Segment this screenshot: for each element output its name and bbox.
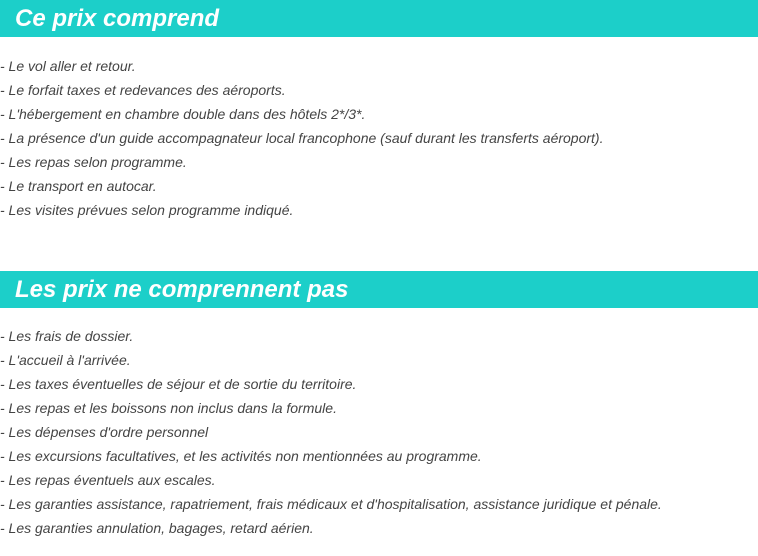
- included-item: - L'hébergement en chambre double dans des hôtels 2*/3*.: [0, 106, 366, 122]
- excluded-item: - Les repas éventuels aux escales.: [0, 472, 216, 488]
- excluded-item: - Les garanties assistance, rapatriement, frais médicaux et d'hospitalisation, assistance juridique et pénale.: [0, 496, 662, 512]
- included-item: - Le transport en autocar.: [0, 178, 157, 194]
- included-list: [0, 54, 603, 222]
- excluded-list: [0, 324, 662, 540]
- included-item: - La présence d'un guide accompagnateur local francophone (sauf durant les transferts aéroport).: [0, 130, 604, 146]
- included-item: - Le vol aller et retour.: [0, 58, 136, 74]
- excluded-item: - L'accueil à l'arrivée.: [0, 352, 131, 368]
- included-item: - Les repas selon programme.: [0, 154, 187, 170]
- included-item: - Le forfait taxes et redevances des aéroports.: [0, 82, 286, 98]
- included-section-title: Ce prix comprend: [0, 0, 758, 37]
- excluded-item: - Les garanties annulation, bagages, retard aérien.: [0, 520, 314, 536]
- excluded-item: - Les excursions facultatives, et les activités non mentionnées au programme.: [0, 448, 482, 464]
- included-item: - Les visites prévues selon programme indiqué.: [0, 202, 294, 218]
- excluded-item: - Les taxes éventuelles de séjour et de sortie du territoire.: [0, 376, 357, 392]
- excluded-item: - Les dépenses d'ordre personnel: [0, 424, 209, 440]
- excluded-item: - Les repas et les boissons non inclus dans la formule.: [0, 400, 337, 416]
- excluded-section-title: Les prix ne comprennent pas: [0, 271, 758, 308]
- excluded-item: - Les frais de dossier.: [0, 328, 134, 344]
